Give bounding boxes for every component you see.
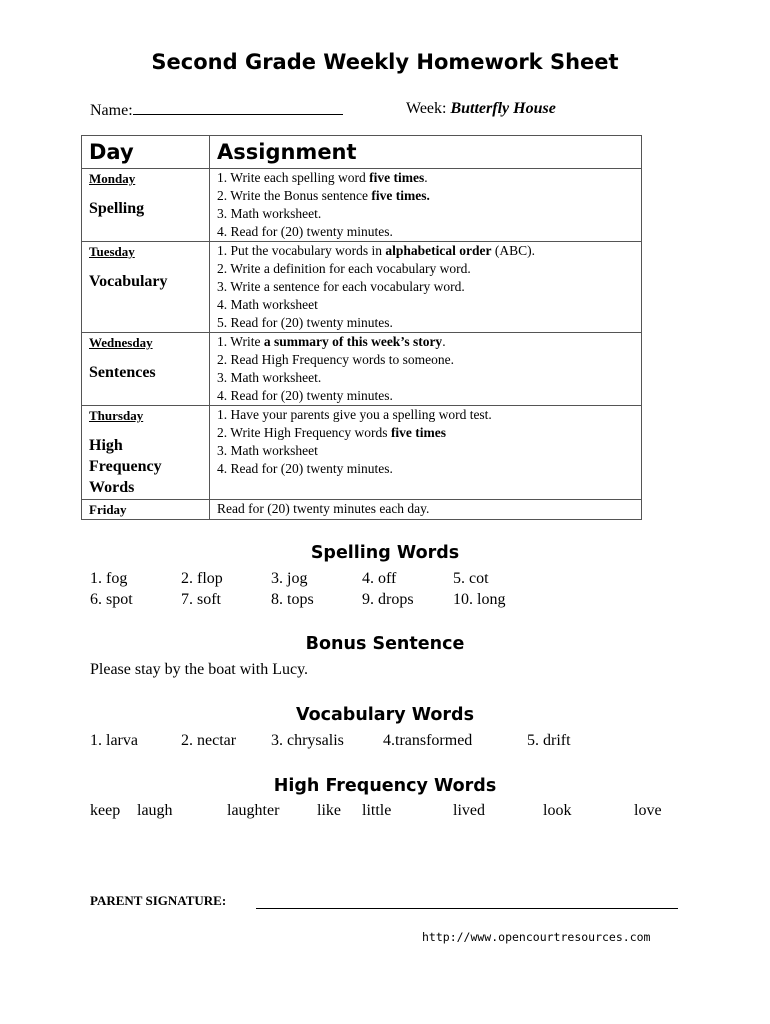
spelling-word: 8. tops — [271, 591, 314, 608]
table-row-thursday — [82, 406, 642, 500]
subject-name: High Frequency Words — [89, 437, 162, 496]
vocabulary-word: 2. nectar — [181, 732, 237, 749]
high-frequency-word: like — [317, 802, 341, 819]
task-item: 2. Write a definition for each vocabulary word. — [217, 261, 471, 276]
task-item: 1. Write each spelling word five times. — [217, 170, 428, 185]
spelling-word: 2. flop — [181, 570, 223, 587]
spelling-word: 9. drops — [362, 591, 414, 608]
name-field[interactable] — [90, 100, 343, 120]
week-value: Butterfly House — [450, 100, 556, 117]
high-frequency-word: little — [362, 802, 392, 819]
task-item: 3. Math worksheet. — [217, 370, 322, 385]
parent-signature-label: PARENT SIGNATURE: — [90, 893, 227, 908]
high-frequency-word: keep — [90, 802, 121, 819]
table-row-wednesday — [82, 333, 642, 406]
bonus-sentence-text: Please stay by the boat with Lucy. — [90, 661, 309, 678]
day-name: Tuesday — [89, 244, 135, 259]
day-cell — [82, 406, 210, 500]
day-cell — [82, 242, 210, 333]
task-item: 4. Read for (20) twenty minutes. — [217, 224, 393, 239]
day-cell — [82, 333, 210, 406]
name-label: Name: — [90, 102, 133, 119]
spelling-word: 10. long — [453, 591, 506, 608]
task-item: 2. Write High Frequency words five times — [217, 425, 447, 440]
page-title: Second Grade Weekly Homework Sheet — [151, 50, 619, 74]
task-item: 4. Math worksheet — [217, 297, 318, 312]
task-item: 5. Read for (20) twenty minutes. — [217, 315, 393, 330]
task-item: 1. Put the vocabulary words in alphabetical order (ABC). — [217, 243, 535, 258]
day-name: Thursday — [89, 408, 144, 423]
task-item: 3. Write a sentence for each vocabulary word. — [217, 279, 465, 294]
assignment-cell — [210, 333, 642, 406]
bonus-sentence-heading: Bonus Sentence — [305, 634, 465, 654]
table-header-row — [82, 136, 642, 169]
day-name: Monday — [89, 171, 136, 186]
vocabulary-word: 4.transformed — [383, 732, 473, 749]
day-cell — [82, 500, 210, 520]
task-item: 1. Write a summary of this week’s story. — [217, 334, 446, 349]
week-label: Week: — [406, 100, 447, 117]
table-row-tuesday — [82, 242, 642, 333]
assignment-cell — [210, 500, 642, 520]
task-item: 3. Math worksheet. — [217, 206, 322, 221]
table-row-friday — [82, 500, 642, 520]
assignment-cell — [210, 169, 642, 242]
spelling-words-heading: Spelling Words — [310, 543, 460, 563]
day-name: Wednesday — [89, 335, 153, 350]
spelling-word: 7. soft — [181, 591, 221, 608]
parent-signature-line[interactable] — [256, 908, 678, 909]
task-item: Read for (20) twenty minutes each day. — [217, 501, 430, 516]
high-frequency-word: look — [543, 802, 572, 819]
source-url: http://www.opencourtresources.com — [422, 930, 651, 944]
spelling-word: 1. fog — [90, 570, 128, 587]
subject-name: Sentences — [89, 364, 156, 381]
high-frequency-word: laughter — [227, 802, 280, 819]
task-item: 3. Math worksheet — [217, 443, 318, 458]
name-blank-line[interactable] — [133, 100, 343, 115]
assignment-cell — [210, 406, 642, 500]
vocabulary-word: 5. drift — [527, 732, 571, 749]
schedule-table — [81, 135, 642, 520]
day-cell — [82, 169, 210, 242]
week-field — [406, 100, 556, 118]
vocabulary-word: 3. chrysalis — [271, 732, 344, 749]
high-frequency-word: love — [634, 802, 662, 819]
table-row-monday — [82, 169, 642, 242]
spelling-word: 4. off — [362, 570, 397, 587]
task-item: 2. Read High Frequency words to someone. — [217, 352, 454, 367]
day-name: Friday — [89, 502, 127, 517]
high-frequency-word: lived — [453, 802, 485, 819]
high-frequency-words-heading: High Frequency Words — [273, 776, 497, 796]
assignment-cell — [210, 242, 642, 333]
task-item: 4. Read for (20) twenty minutes. — [217, 388, 393, 403]
column-header-assignment: Assignment — [210, 136, 642, 169]
task-item: 2. Write the Bonus sentence five times. — [217, 188, 430, 203]
task-item: 1. Have your parents give you a spelling word test. — [217, 407, 492, 422]
column-header-day: Day — [82, 136, 210, 169]
high-frequency-word: laugh — [137, 802, 173, 819]
subject-name: Spelling — [89, 200, 145, 217]
spelling-word: 6. spot — [90, 591, 133, 608]
subject-name: Vocabulary — [89, 273, 168, 290]
task-item: 4. Read for (20) twenty minutes. — [217, 461, 393, 476]
spelling-word: 5. cot — [453, 570, 489, 587]
vocabulary-words-heading: Vocabulary Words — [296, 705, 474, 725]
vocabulary-word: 1. larva — [90, 732, 138, 749]
spelling-word: 3. jog — [271, 570, 308, 587]
